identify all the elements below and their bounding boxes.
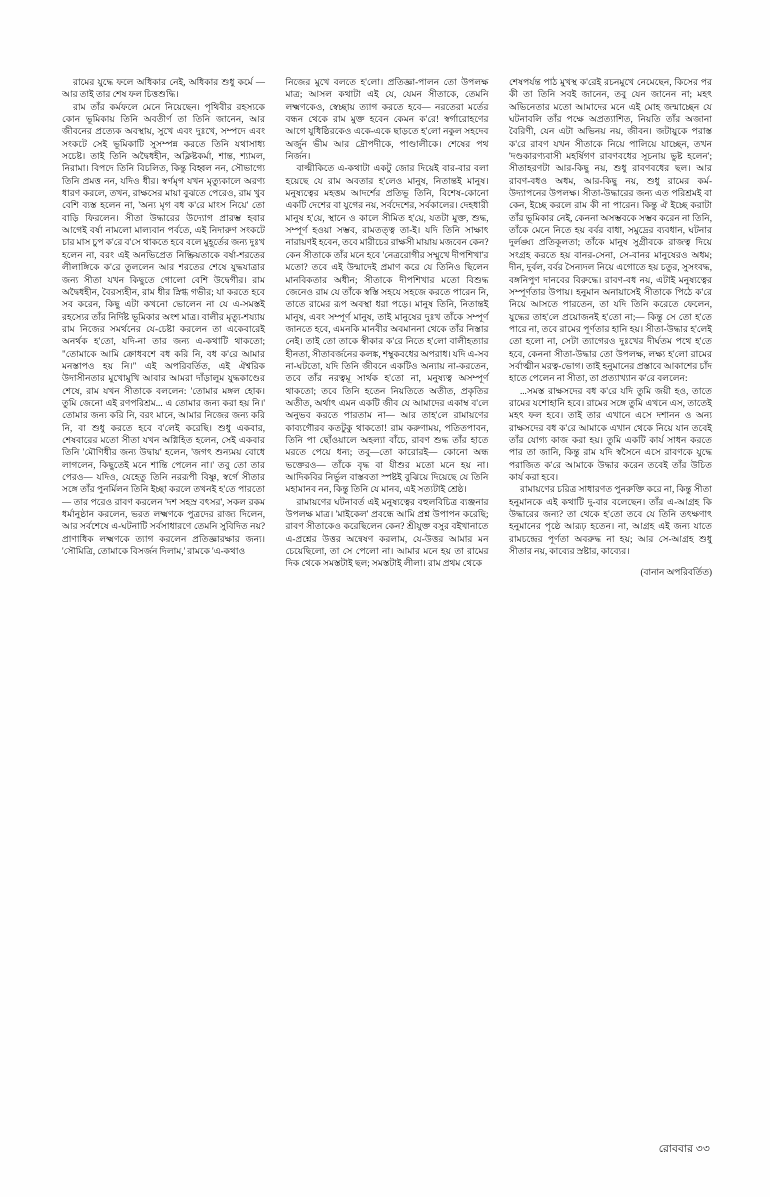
- paragraph: রামায়ণের চরিত্র সাধারণত পুনরুক্তি করে না, কিন্তু সীতা হনুমানকে এই কথাটি দু-বার বলেছেন। তাঁর এ-আগ্রহ কি উদ্ধারের জন্য? তা থেকে হ'তো তবে যে তিনি তৎক্ষণাৎ হনুমানের পৃষ্ঠে আরূঢ় হতেন। না, আগ্রহ এই জন্য যাতে রামচন্দ্রের পূর্ণতা অবরুদ্ধ না হয়; আর সে-আগ্রহ শুধু সীতার নয়, কাব্যের স্রষ্টার, কাব্যের।: [509, 484, 712, 557]
- paragraph: ...সমস্ত রাক্ষসদের বধ ক'রে যদি তুমি জয়ী হও, তাতে রামের যশোহানি হবে। রামের সঙ্গে তুমি এখনে এস, তাতেই মহৎ ফল হবে। তাই তার এখানে এসে দশানন ও অন্য রাক্ষসদের বধ ক'রে আমাকে এখান থেকে নিয়ে যান তবেই তাঁর যোগ্য কাজ করা হয়। তুমি একটি কার্য সাধন করতে পার তা জানি, কিন্তু রাম যদি স্বসৈনে এসে রাবণকে যুদ্ধে পরাজিত ক'রে আমাকে উদ্ধার করেন তবেই তাঁর উচিত কার্য করা হবে।: [509, 385, 712, 482]
- paragraph: রাম তাঁর কর্মফলে মেনে নিয়েছেন। পৃথিবীর রহস্যকে কোন ভূমিকায় তিনি অবতীর্ণ তা তিনি জানেন, আর জীবনের প্রত্যেক অবস্থায়, সুখে এবং দুঃখে, সম্পদে এবং সংকটে সেই ভূমিকাটি সুসম্পন্ন করতে তিনি যথাসাধ্য সচেষ্ট। তাই তিনি অদ্বৈধহীন, অক্লিষ্টকর্মা, শান্ত, শ্যামল, নিরামা। বিপদে তিনি বিচলিত, কিন্তু বিহ্বল নন, সৌভাগ্যে তিনি প্রমত্ত নন, যদিও ধীর। স্বর্ণমৃগ যখন মৃত্যুকালে অরণ্য ধারণ করলে, তখন, রাক্ষসের মায়া বুঝতে পেরেও, রাম খুব বেশি ব্যস্ত হলেন না, 'অন্য মৃগ বধ ক'রে মাংস নিয়ে' তো বাড়ি ফিরলেন। সীতা উদ্ধারের উদ্যোগ প্রারম্ভ হবার আগেই বর্ষা নামলো মাল্যবান পর্বতে, এই নিদারুণ সংকটে চার মাস চুপ ক'রে ব'সে থাকতে হবে বলে মুহূর্তের জন্য দুঃখ হলেন না, বরং এই অনভিপ্রেত নিষ্ক্রিয়তাকে বর্ষা-শরতের লীলাঙ্গিকে ক'রে তুললেন আর শরতের শেষে যুদ্ধযাত্রার জন্য সীতা যখন কিছুতে গোলো বেশি উদ্বেগীর। রাম অদ্বৈধহীন, বৈরস্যহীন, রাম ধীর স্নিগ্ধ গভীর; যা করতে হবে সব করেন, কিছু এটা কখনো ভোলেন না যে এ-সমস্তই রহস্যের তাঁর নির্দিষ্ট ভূমিকার অংশ মাত্র। বালীর মৃত্যু-শয্যায় রাম নিজের সমর্থনের যে-চেষ্টা করলেন তা একেবারেই অনর্থক হ'তো, যদি-না তার জন্য এ-কথাটি থাকতো; "তোমাকে আমি ক্রোধবশে বধ করি নি, বধ ক'রে আমার মনস্তাপও হয় নি।" এই অপরিবর্তিত, এই ঐশ্বরিক উদাসীনতার মুখোমুখি আবার আমরা দাঁড়ালুম যুদ্ধকাণ্ডের শেষে, রাম যখন সীতাকে বললেন: 'তোমার মঙ্গল হোক। তুমি জেনো এই রণপরিশ্রম... এ তোমার জন্য করা হয় নি।' তোমার জন্য করি নি, বরং মানে, আমার নিজের জন্য করি নি, বা শুধু করতে হবে ব'লেই করেছি। শুধু একবার, শেষবারের মতো সীতা যখন অগ্নিহিত হলেন, সেই একবার তিনি 'মৌণিধীর জন্য উদ্বায়' হলেন, 'জগৎ শুন্যময় বোধে লাগলেন, কিছুতেই মনে শান্তি পেলেন না।' তবু তো তার পেরও— যদিও, যেহেতু তিনি নররূপী বিষ্ণু, স্বর্গে সীতার সঙ্গে তাঁর পুনর্মিলন তিনি ইচ্ছা করলে তখনই হ'তে পারতো— তার পরেও রাবণ করলেন 'দশ সহস্র বৎসর', সকল রকম ধর্মানুষ্ঠান করলেন, ভরত লক্ষ্মণকে পুত্রদের রাজ্য দিলেন, আর সর্বশেষে এ-ঘটনাটি সর্বসাধারণে তেমনি সুবিদিত নয়? প্রাণাধিক লক্ষ্মণকে ত্যাগ করলেন প্রতিজ্ঞারক্ষার জন্য। 'সৌমিত্রি, তোমাকে বিসর্জন দিলাম,' রামকে 'এ-কথাও: [62, 101, 265, 557]
- text-column-center: [286, 76, 489, 1116]
- paragraph: নিজের মুখে বলতে হ'লো। প্রতিজ্ঞা-পালন তো উপলক্ষ মাত্র; আসল কথাটা এই যে, যেমন সীতাকে, তেমনি লক্ষ্মণকেও, স্বেচ্ছায় ত্যাগ করতে হবে— নরতেরা মর্তের বন্ধন থেকে রাম মুক্ত হবেন কেমন ক'রে! স্বর্গারোহণের আগে যুধিষ্ঠিরকেও একে-একে ছাড়তে হ'লো নকুল সহদেব অর্জুন ভীম আর দ্রৌপদীকে, পাণ্ডালীকে। শেষের পথ নির্জন।: [285, 77, 489, 162]
- text-column-left: [62, 76, 265, 1116]
- page-footer: রোববার ৩৩: [658, 1144, 710, 1155]
- paragraph: রামের যুদ্ধে ফলে অধিকার নেই, অধিকার শুধু কর্মে —আর তাই তার শেষ ফল চিত্তশুদ্ধি।: [62, 77, 265, 100]
- paragraph: রামায়ণের ঘটনাবর্ত এই মনুষ্যত্বের বহুলবিচিত্র ব্যঞ্জনার উপলক্ষ মাত্র। 'মাইকেল' প্রবন্ধে আমি প্রশ্ন উপাপন করেছি; রাবণ সীতাকেও করেছিলেন কেন? শ্রীযুক্ত বসুর বইখানাতে এ-প্রশ্নের উত্তর অন্বেষণ করলাম, যে-উত্তর আমার মন চেয়েছিলো, তা সে পেলো না। আমার মনে হয় তা রামের দিক থেকে সমস্তটাই ছল; সমস্তটাই লীলা। রাম প্রথম থেকে: [285, 496, 489, 569]
- paragraph: বাল্মীকিতে এ-কথাটা একটু জোর দিয়েই বার-বার বলা হয়েছে যে রাম অবতার হ'লেও মানুষ, নিতান্তই মানুষ। মনুষ্যত্বের মহত্তম আদর্শের প্রতিভূ তিনি, বিশেষ-কোনো একটি দেশের বা যুগের নয়, সর্বদেশের, সর্বকালের। দেহধারী মানুষ হ'য়ে, স্থানে ও কালে সীমিত হ'য়ে, যতটা মুক্ত, শুদ্ধ, সম্পূর্ণ হওয়া সম্ভব, রামতত্ত্ব তা-ই। যদি তিনি সাক্ষাৎ নারায়ণই হবেন, তবে মারীচের রাক্ষসী মায়ায় মজবেন কেন? কেন সীতাকে তাঁর মনে হবে 'নেত্ররোগীর সম্মুখে দীপশিখা'র মতো? তবে এই উন্মাদেই প্রমাণ করে যে তিনিও ছিলেন মানবিকতার অধীন; সীতাকে দীপশিখার মতো বিশুদ্ধ জেনেও রাম যে তাঁকে স্বস্তি সহযে সহজে করতে পারেন নি, তাতে রামের রূপ অবস্থা ধরা পড়ে। মানুষ তিনি, নিতান্তই মানুষ, এবং সম্পূর্ণ মানুষ, তাই মানুষের দুঃখ তাঁকে সম্পূর্ণ জানতে হবে, এমনকি মানবীর অবমাননা থেকে তাঁর নিস্তার নেই। তাই তো তাকে স্বীকার ক'রে নিতে হ'লো বালীহত্যার হীনতা, সীতাবর্জনের কলঙ্ক, শম্বুকবধের অপরাধ। যদি এ-সব না-ঘটতো, যদি তিনি জীবনে একটিও অন্যায় না-করতেন, তবে তাঁর নরত্বমূ সার্থক হ'তো না, মনুষ্যত্ব অসম্পূর্ণ থাকতো; তবে তিনি হতেন নিয়তিতে অতীত, প্রকৃতির অতীত, অর্থাৎ এমন একটি জীব যে আমাদের একাম্ব ব'লে অনুভব করতে পারতাম না— আর তাহ'লে রামায়ণের কাব্যগৌরব কতটুকু থাকতো! রাম করুণাময়, পতিতপাবন, তিনি পা ছোঁওয়ালে অহল্যা বাঁচে, রাবণ শুদ্ধ তাঁর হাতে মরতে পেয়ে ধন্য; তবু—তো কারোরই— কোনো অন্ধ ভক্তেরও— তাঁকে বৃদ্ধ বা যীশুর মতো মনে হয় না। আদিকবির নির্ভুল বাস্তবতা স্পষ্টই বুঝিয়ে দিয়েছে যে তিনি মহামানব নন, কিন্তু তিনি যে মানব, এই সত্যটাই শ্রেষ্ঠ।: [285, 163, 489, 495]
- bylines-note: (বানান অপরিবর্তিত): [640, 567, 712, 578]
- text-column-right: [509, 76, 712, 1116]
- article-columns: [62, 76, 712, 1116]
- paragraph: শেষপর্যন্ত পাঠ মুখস্থ ক'রেই রচনমুখে নেমেছেন, কিসের পর কী তা তিনি সবই জানেন, তবু যেন জানেন না; মহৎ অভিনেতার মতো আমাদের মনে এই মোহ জন্মাচ্ছেন যে ঘটনাবলি তাঁর পক্ষে অপ্রত্যাশিত, নিয়তি তাঁর অজানা বৈরিণী, যেন এটা অভিনয় নয়, জীবন। জটায়ুকে পরাস্ত ক'রে রাবণ যখন সীতাকে নিয়ে পালিয়ে যাচ্ছেন, তখন 'দণ্ডকারণ্যবাসী মহর্ষিগণ রাবণবধের সূচনায় ভুষ্ট হলেন'; সীতাহরণটা আর-কিছু নয়, শুধু রাবণবধের ছল। আর রাবণ-বধও অধম, আর-কিছু নয়, শুধু রামের কর্ম-উদ্যাপনের উপলক্ষ। সীতা-উদ্ধারের জন্য এত পরিশ্রমই বা কেন, ইচ্ছে করলে রাম কী না পারেন। কিন্তু ঐ ইচ্ছে করাটা তাঁর ভূমিকার নেই, কেননা অসম্ভবকে সম্ভব করেন না তিনি, তাঁকে মেনে নিতে হয় বর্বর বাধা, সমুদ্রের ব্যবধান, ঘটনার দুর্লঙ্ঘ্য প্রতিকূলতা; তাঁকে মানুষ সুগ্রীবকে রাজত্ব দিয়ে সংগ্রহ করতে হয় বানর-সেনা, সে-বানর মানুষেরও অধম; দীন, দুর্বল, বর্বর সৈন্যদল নিয়ে এগোতে হয় চতুর, সুসংবদ্ধ, বঙ্গনিপুণ দানবের বিরুদ্ধে। রাবণ-বধ নয়, এটাই মনুষ্যত্বের সম্পূর্ণতার উপায়। হনুমান অনায়াসেই সীতাকে পিঠে ক'রে নিয়ে আসতে পারতেন, তা যদি তিনি করেতে ফেলেন, যুদ্ধের তাহ'লে প্রয়োজনই হ'তো না;— কিন্তু সে তো হ'তে পারে না, তবে রামের পূর্ণতার হানি হয়। সীতা-উদ্ধার হ'লেই তো হলো না, সেটা ত্যাগেরও দুঃখের দীর্ঘতম পথে হ'তে হবে, কেননা সীতা-উদ্ধার তো উপলক্ষ, লক্ষ্য হ'লো রামের সর্বাত্মীন মরত্ব-ভোগ। তাই হনুমানের প্রস্তাবে আকাশের চাঁদ হাতে পেলেন না সীতা, তা প্রত্যাখ্যান ক'রে বললেন:: [509, 77, 712, 384]
